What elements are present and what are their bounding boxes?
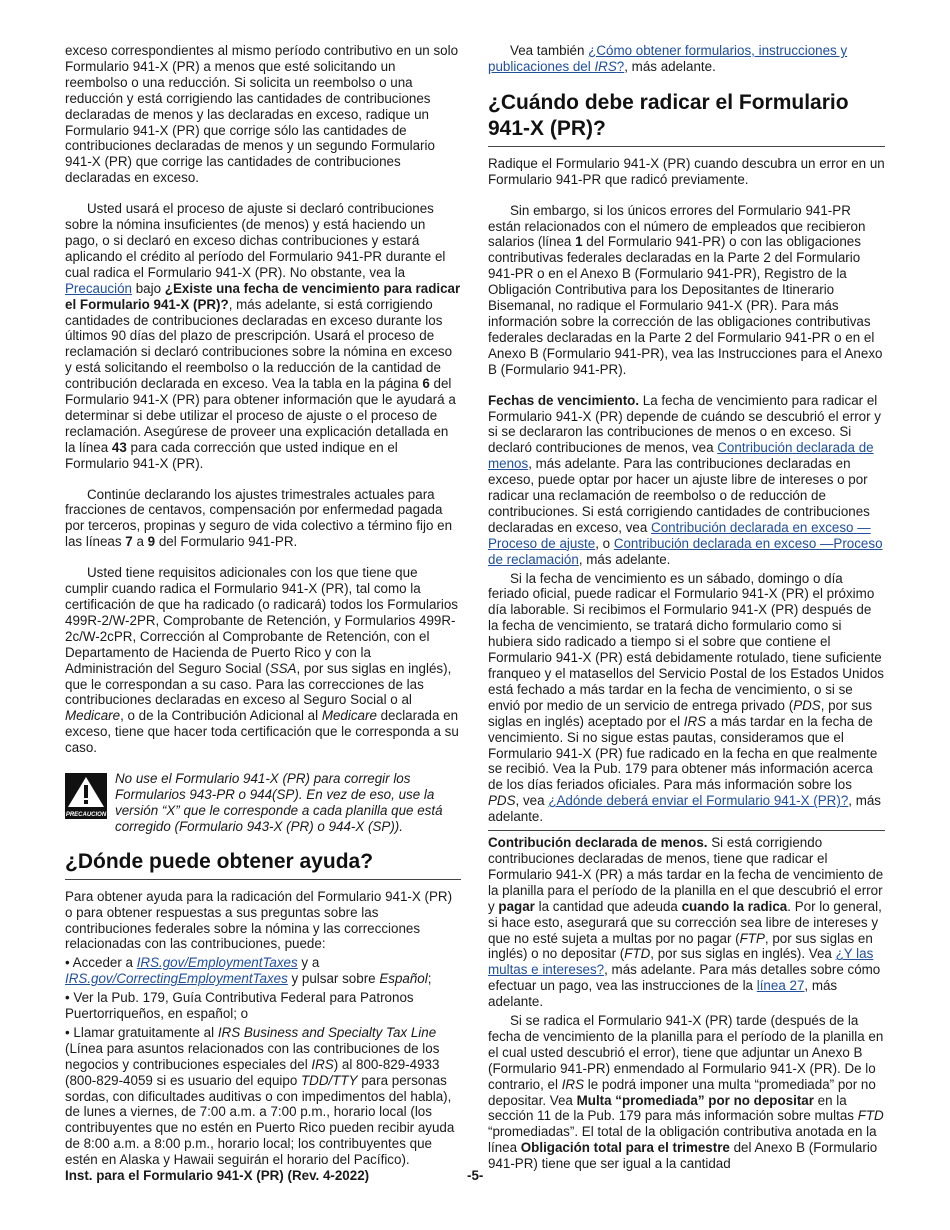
text-run: Continúe declarando los ajustes trimestrales actuales para fracciones de centavos, compensación por enfermedad pagada por terceros, propinas y seguro de vida colectivo a término fijo en las líneas — [65, 486, 453, 550]
text-link[interactable]: ¿Cómo obtener formularios, instrucciones y publicaciones del — [488, 43, 848, 74]
text-run: , más adelante. Para más detalles sobre cómo efectuar un pago, vea las instrucciones de la — [488, 962, 881, 994]
right-column — [488, 43, 885, 1187]
text-run: IRS — [683, 713, 707, 729]
text-run: del Formulario 941-X (PR) para obtener información que le ayudará a determinar si debe utilizar el proceso de ajuste o el proceso de reclamación. Asegúrese de proveer una explicación detallada en la línea — [65, 376, 456, 455]
text-run: del Anexo B (Formulario 941-PR) tiene que ser igual a la cantidad — [488, 1140, 878, 1172]
text-run: Fechas de vencimiento. — [488, 392, 640, 408]
text-link[interactable]: Contribución declarada de menos — [488, 440, 874, 472]
text-run: 1 — [575, 234, 583, 250]
text-run: FTD — [624, 946, 651, 962]
list-item — [65, 955, 461, 987]
text-run: Obligación total para el trimestre — [520, 1140, 730, 1156]
text-run: Radique el Formulario 941-X (PR) cuando descubra un error en un Formulario 941-PR que radicó previamente. — [488, 155, 885, 187]
text-run: La fecha de vencimiento para radicar el Formulario 941-X (PR) depende de cuándo se descubrió el error y si se declararon las contribuciones de menos o en exceso. Si declaró contribuciones de menos, vea — [488, 392, 881, 456]
text-run: Sin embargo, si los únicos errores del Formulario 941-PR están relacionados con el número de empleados que recibieron salarios (línea — [488, 202, 866, 250]
text-run: • Ver la Pub. 179, Guía Contributiva Federal para Patronos Puertorriqueños, en español; o — [65, 990, 414, 1022]
text-run: , por sus siglas en inglés), que le correspondan a su caso. Para las correcciones de las contribuciones declaradas en exceso al Seguro Social o al — [65, 660, 452, 708]
paragraph — [488, 156, 885, 188]
text-run: 9 — [147, 534, 156, 550]
text-run: Español — [379, 971, 428, 987]
text-run: Si está corrigiendo contribuciones declaradas de menos, tiene que radicar el Formulario 941-X (PR) a más tardar en la fecha de vencimiento de la planilla para el período de la planilla en el que descubrió el error y — [488, 835, 884, 914]
text-link[interactable]: IRS — [594, 58, 617, 74]
paragraph — [65, 43, 461, 186]
footer-title: Inst. para el Formulario 941-X (PR) (Rev. 4-2022) — [65, 1168, 370, 1183]
text-run: • Llamar gratuitamente al — [65, 1024, 218, 1040]
text-run: , vea — [515, 793, 549, 809]
text-run: FTD — [857, 1108, 884, 1124]
text-run: y pulsar sobre — [287, 971, 380, 987]
text-run: , o de la Contribución Adicional al — [120, 708, 322, 724]
text-link[interactable]: ¿Adónde deberá enviar el Formulario 941-X (PR)? — [548, 793, 849, 809]
text-run: Si se radica el Formulario 941-X (PR) tarde (después de la fecha de vencimiento de la planilla para el período de la planilla en el cual usted descubrió el error), tiene que adjuntar un Anexo B (Formulario 941-PR) enmendado al Formulario 941-X (PR). De lo contrario, el — [488, 1013, 884, 1092]
paragraph — [488, 1013, 885, 1172]
paragraph — [488, 43, 885, 75]
text-run: , más adelante. — [624, 58, 716, 74]
text-run: , por sus siglas en inglés) aceptado por el — [488, 697, 873, 729]
text-run: 43 — [111, 439, 127, 455]
paragraph — [488, 203, 885, 378]
text-run: 6 — [422, 376, 430, 392]
text-run: , más adelante, si está corrigiendo cantidades de contribuciones declaradas en exceso durante los últimos 90 días del plazo de prescripción. Usará el proceso de reclamación si declaró contribuciones sobre la nómina en exceso y está solicitando el reembolso o la reducción de la cantidad de contribución declarada en exceso. Vea la tabla en la página — [65, 296, 453, 392]
text-link[interactable]: Contribución declarada en exceso —Proceso de reclamación — [488, 535, 883, 567]
text-run: a — [132, 534, 148, 550]
page-footer — [65, 1168, 885, 1184]
text-run: IRS Business and Specialty Tax Line — [217, 1024, 437, 1040]
text-run: FTP — [739, 930, 765, 946]
text-run: Usted usará el proceso de ajuste si declaró contribuciones sobre la nómina insuficientes (de menos) y está haciendo un pago, o si declaró en exceso dichas contribuciones y estará aplicando el crédito al período del Formulario 941-PR durante el cual radica el Formulario 941-X (PR). No obstante, vea la — [65, 201, 446, 280]
text-run: SSA — [269, 660, 297, 676]
text-run: Medicare — [65, 708, 121, 724]
text-run: TDD/TTY — [300, 1072, 358, 1088]
text-link[interactable]: Precaución — [65, 280, 132, 296]
text-link[interactable]: IRS.gov/CorrectingEmploymentTaxes — [65, 971, 288, 987]
text-run: ; — [427, 971, 432, 987]
text-run: Multa “promediada” por no depositar — [576, 1092, 814, 1108]
text-run: Contribución declarada de menos. — [488, 835, 708, 851]
text-run: Medicare — [321, 708, 377, 724]
left-column — [65, 43, 461, 1171]
caution-icon — [65, 773, 107, 819]
paragraph — [488, 835, 885, 1010]
text-run: bajo — [132, 280, 165, 296]
caution-label: PRECAUCION — [65, 812, 107, 819]
text-link[interactable]: ¿Y las multas e intereses? — [488, 946, 874, 978]
text-run: pagar — [498, 898, 535, 914]
page-number: -5- — [467, 1168, 484, 1183]
text-run: “promediadas”. El total de la obligación contributiva anotada en la línea — [488, 1124, 877, 1156]
paragraph — [488, 393, 885, 568]
text-run: IRS — [561, 1076, 585, 1092]
text-run: , más adelante. Para las contribuciones declaradas en exceso, puede optar por hacer un ajuste libre de intereses o por radicar una reclamación de reembolso o de reducción de contribuciones. Si está corrigiendo cantidades de contribuciones declaradas en exceso, vea — [488, 456, 870, 535]
text-run: ) al 800-829-4933 (800-829-4059 si es usuario del equipo — [65, 1056, 440, 1088]
text-run: en la sección 11 de la Pub. 179 para más información sobre multas — [488, 1092, 858, 1124]
text-run: Usted tiene requisitos adicionales con los que tiene que cumplir cuando radica el Formulario 941-X (PR), tal como la certificación de que ha radicado (o radicará) todos los Formularios 499R-2/W-2PR, Comprobante de Retención, y Formularios 499R-2c/W-2cPR, Corrección al Comprobante de Retención, con el Departamento de Hacienda de Puerto Rico y con la Administración del Seguro Social ( — [65, 565, 458, 676]
text-run: , más adelante. — [578, 551, 671, 567]
text-run: la cantidad que adeuda — [534, 898, 682, 914]
text-run: PDS — [488, 793, 516, 809]
text-run: Si la fecha de vencimiento es un sábado, domingo o día feriado oficial, puede radicar el Formulario 941-X (PR) el próximo día laborable. Si recibimos el Formulario 941-X (PR) después de la fecha de vencimiento, se tratará dicho formulario como si hubiera sido radicado a tiempo si el sobre que contiene el Formulario 941-X (PR) está debidamente rotulado, tiene suficiente franqueo y el matasellos del Servicio Postal de los Estados Unidos está fechado a más tardar en la fecha de vencimiento, o si se envió por medio de un servicio de entrega privado ( — [488, 570, 884, 713]
text-run: , por sus siglas en inglés) o no depositar ( — [488, 930, 873, 962]
text-run: le podrá imponer una multa “promediada” por no depositar. Vea — [488, 1076, 876, 1108]
text-run: para cada corrección que usted indique en el Formulario 941-X (PR). — [65, 439, 398, 471]
text-run: PDS — [793, 697, 821, 713]
text-run: • Acceder a — [65, 955, 137, 971]
text-run: declarada en exceso, tiene que hacer toda certificación que le corresponda a su caso. — [65, 708, 459, 756]
text-link[interactable]: Contribución declarada en exceso —Proceso de ajuste — [488, 519, 871, 551]
list-item — [65, 990, 461, 1022]
text-run: del Formulario 941-PR) o con las obligaciones contributivas federales declaradas en la Parte 2 del Formulario 941-PR o en el Anexo B (Formulario 941-PR), Registro de la Obligación Contributiva para los Depositantes de Itinerario Bisemanal, no radique el Formulario 941-X (PR). Para más información sobre la corrección de las obligaciones contributivas federales declaradas en la Parte 2 del Formulario 941-PR o en el Anexo B (Formulario 941-PR), vea las Instrucciones para el Anexo B (Formulario 941-PR). — [488, 234, 883, 377]
text-run: Vea también — [510, 43, 589, 58]
text-run: 7 — [125, 534, 133, 550]
text-run: ¿Existe una fecha de vencimiento para radicar el Formulario 941-X (PR)? — [65, 280, 461, 312]
paragraph — [65, 201, 461, 471]
text-run: exceso correspondientes al mismo período contributivo en un solo Formulario 941-X (PR) a menos que esté solicitando un reembolso o una reducción. Si solicita un reembolso o una reducción y está corrigiendo las cantidades de contribuciones declaradas de menos y las declaradas en exceso, radique un Formulario 941-X (PR) que corrige sólo las cantidades de contribuciones declaradas de menos y un segundo Formulario 941-X (PR) que corrige las cantidades de contribuciones declaradas en exceso. — [65, 43, 459, 186]
text-run: , más adelante. — [488, 978, 838, 1010]
text-run: . Por lo general, si hace esto, asegurará que su corrección sea libre de intereses y que no esté sujeta a multas por no pagar ( — [488, 898, 882, 946]
text-run: Para obtener ayuda para la radicación del Formulario 941-X (PR) o para obtener respuestas a sus preguntas sobre las contribuciones federales sobre la nómina y las correcciones relacionadas con las contribuciones, puede: — [65, 888, 453, 952]
text-run: , o — [595, 535, 614, 551]
heading-when: ¿Cuándo debe radicar el Formulario 941-X (PR)? — [488, 90, 885, 147]
heading-help: ¿Dónde puede obtener ayuda? — [65, 849, 461, 880]
text-run: del Formulario 941-PR. — [155, 534, 298, 550]
paragraph — [488, 571, 885, 832]
text-run: (Línea para asuntos relacionados con las contribuciones de los negocios y contribuciones especiales del — [65, 1040, 440, 1072]
text-run: cuando la radica — [681, 898, 788, 914]
text-link[interactable]: IRS.gov/EmploymentTaxes — [136, 955, 298, 971]
text-run: a más tardar en la fecha de vencimiento. Si no sigue estas pautas, consideramos que el Formulario 941-X (PR) fue radicado en la fecha en que realmente se recibió. Vea la Pub. 179 para obtener más información acerca de los días feriados oficiales. Para más información sobre los — [488, 713, 878, 793]
paragraph — [65, 565, 461, 756]
paragraph — [65, 487, 461, 551]
list-item — [65, 1025, 461, 1168]
text-link[interactable]: línea 27 — [756, 978, 805, 994]
text-run: , por sus siglas en inglés). Vea — [650, 946, 836, 962]
text-link[interactable]: ? — [616, 58, 625, 74]
caution-text: No use el Formulario 941-X (PR) para corregir los Formularios 943-PR o 944(SP). En vez de eso, use la versión “X” que le corresponde a cada planilla que está corregido (Formulario 943-X (PR) o 944-X (SP)). — [115, 771, 443, 834]
text-run: , más adelante. — [488, 793, 882, 825]
caution-note — [65, 771, 461, 835]
text-run: para personas sordas, con dificultades auditivas o con impedimentos del habla), de lunes a viernes, de 7:00 a.m. a 7:00 p.m., horario local (los contribuyentes que no estén en Puerto Rico pueden recibir ayuda de 8:00 a.m. a 8:00 p.m., horario local; los contribuyentes que estén en Alaska y Hawaii seguirán el horario del Pacífico). — [65, 1072, 455, 1168]
paragraph — [65, 889, 461, 953]
text-run: IRS — [311, 1056, 334, 1072]
text-run: y a — [297, 955, 320, 971]
